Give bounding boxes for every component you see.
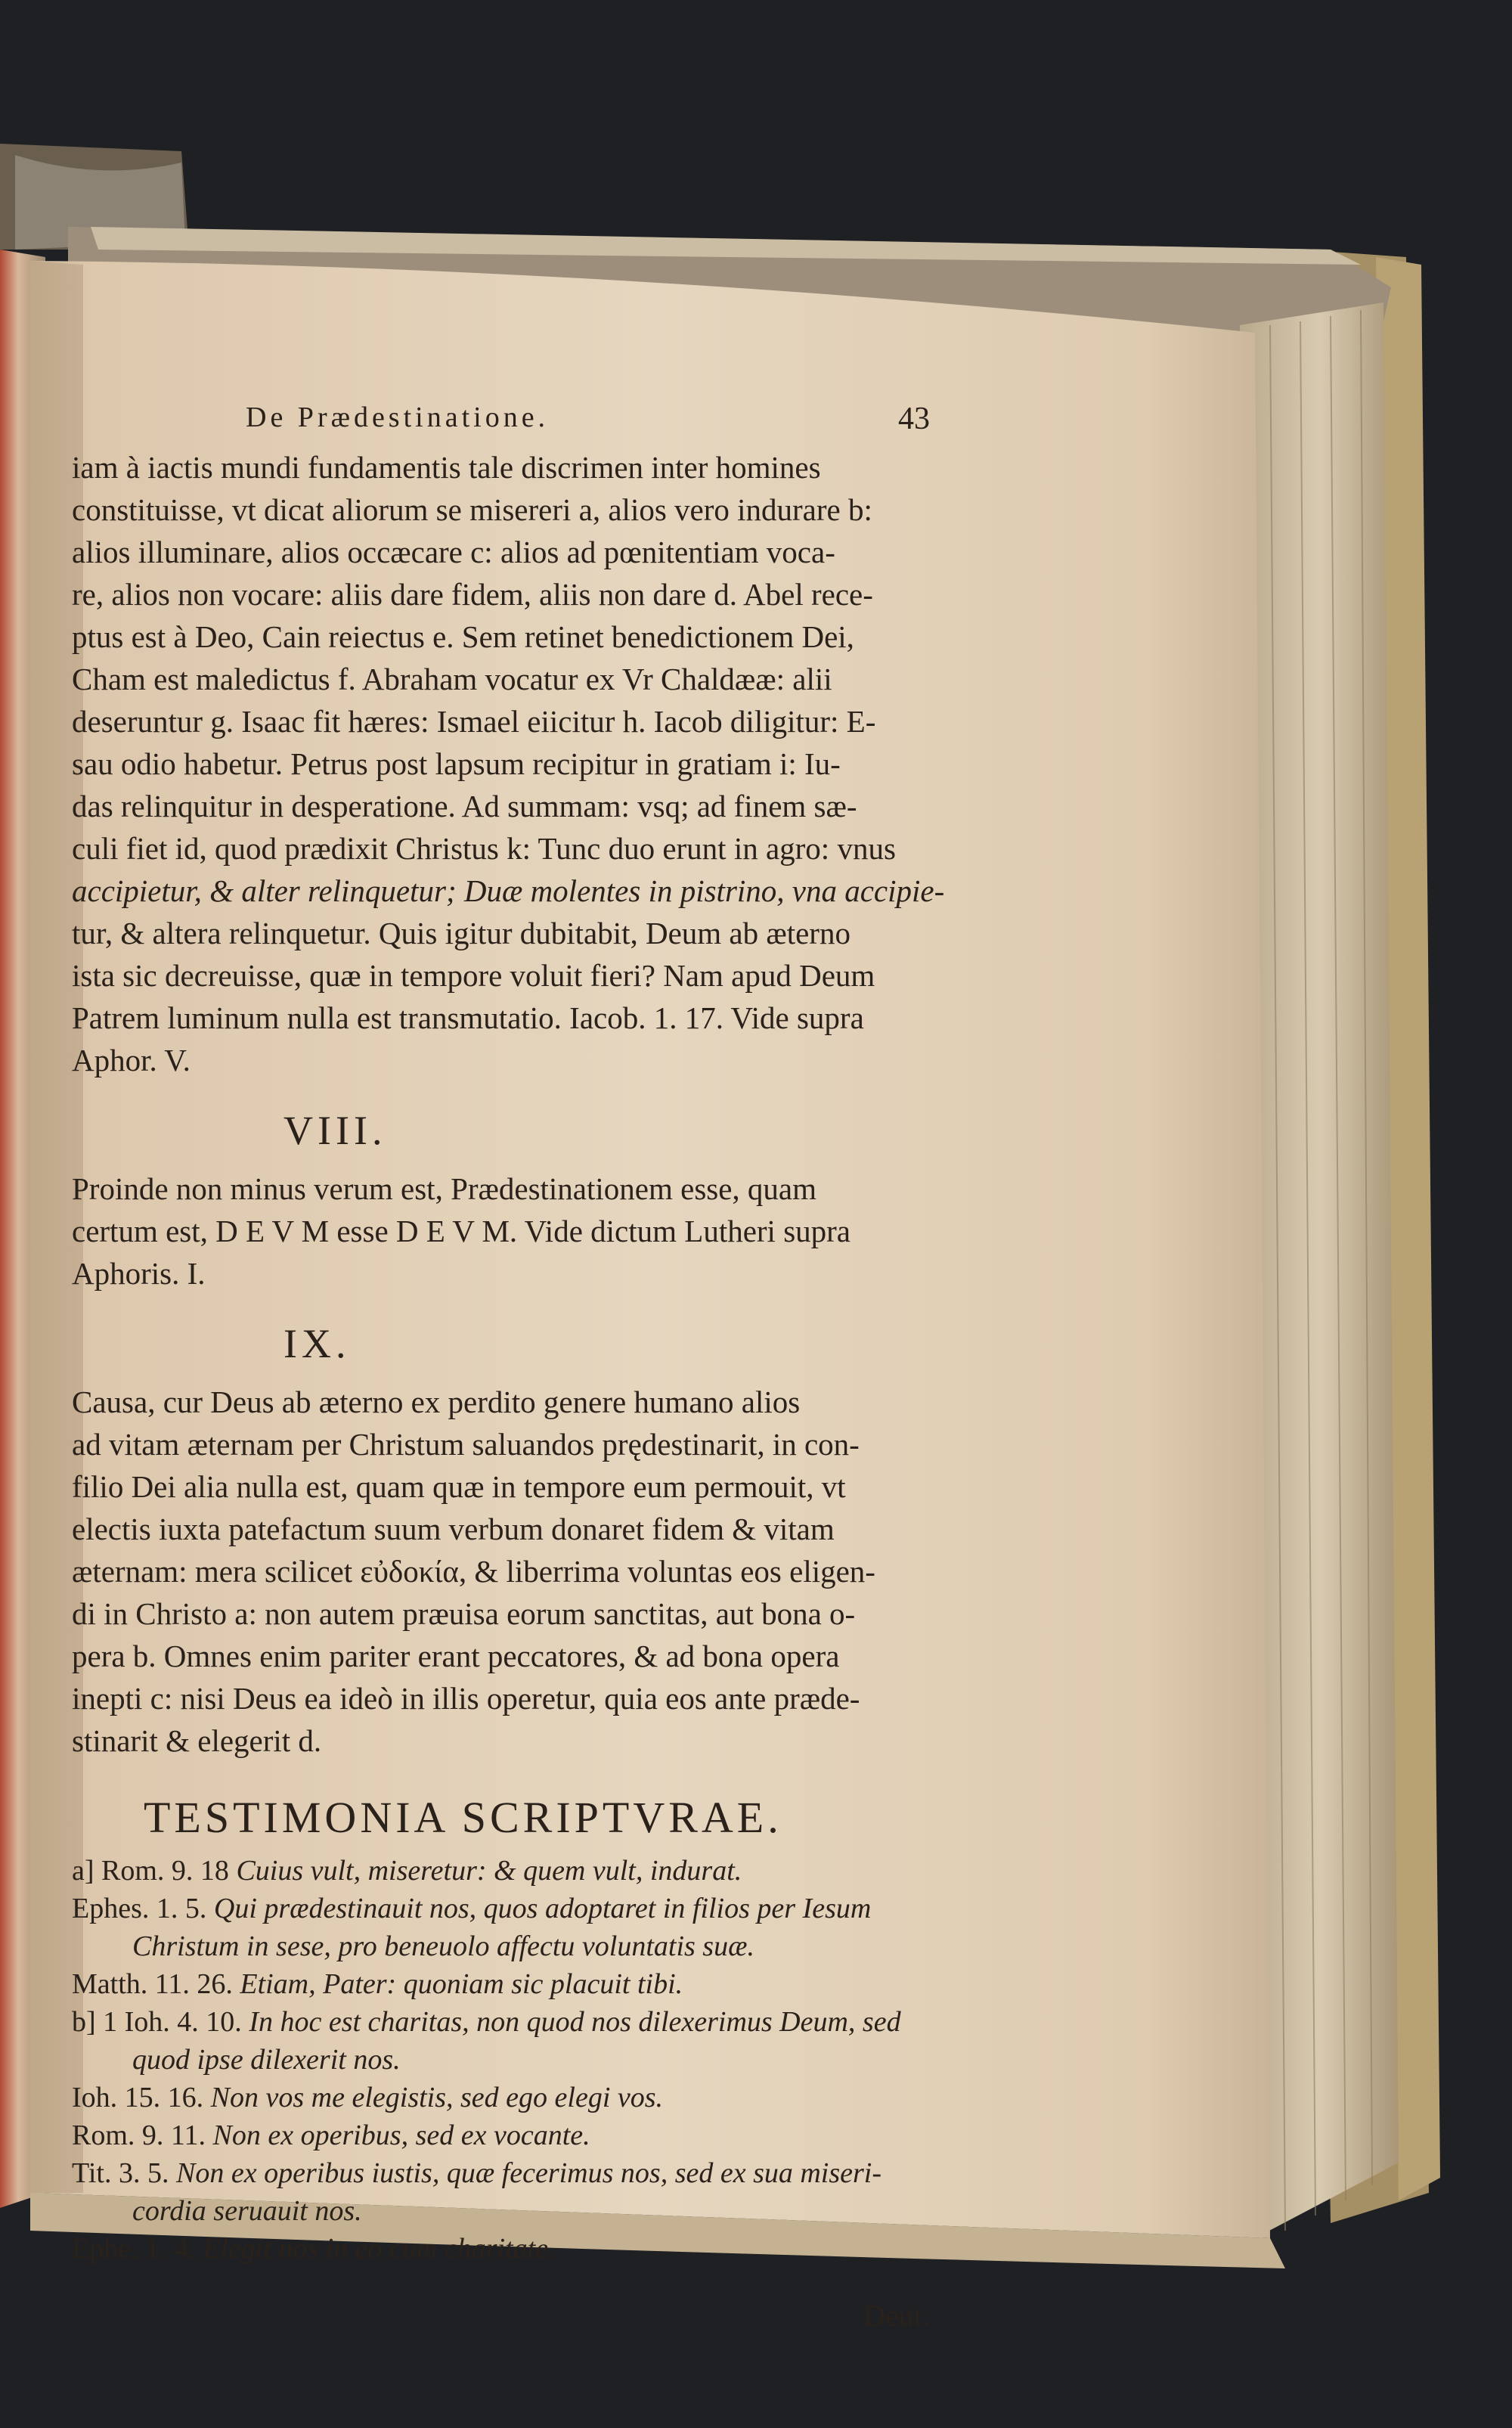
- running-title: De Prædestinatione.: [246, 402, 550, 433]
- citation-ref: Ephes. 1. 5.: [72, 1893, 207, 1924]
- text-line: ista sic decreuisse, quæ in tempore voluit fieri? Nam apud Deum: [72, 958, 875, 993]
- citation-ref: Matth. 11. 26.: [72, 1968, 233, 2000]
- text-line: certum est, D E V M esse D E V M. Vide dictum Lutheri supra: [72, 1214, 851, 1248]
- citation-text: Qui prædestinauit nos, quos adoptaret in filios per Iesum: [213, 1893, 872, 1924]
- text-line: deseruntur g. Isaac fit hæres: Ismael eiicitur h. Iacob diligitur: E-: [72, 704, 876, 739]
- citation-text: Non ex operibus, sed ex vocante.: [212, 2119, 590, 2151]
- text-line: stinarit & elegerit d.: [72, 1723, 322, 1758]
- citation-text: Non ex operibus iustis, quæ fecerimus nos, sed ex sua miseri-: [176, 2157, 882, 2189]
- section-heading-viii: VIII.: [284, 1108, 387, 1153]
- citation-text: Christum in sese, pro beneuolo affectu voluntatis suæ.: [132, 1930, 754, 1962]
- citation-text: quod ipse dilexerit nos.: [132, 2044, 401, 2076]
- citations: [72, 1852, 930, 2268]
- text-line: ad vitam æternam per Christum saluandos prędestinarit, in con-: [72, 1427, 860, 1462]
- text-line: Causa, cur Deus ab æterno ex perdito genere humano alios: [72, 1385, 801, 1419]
- citation-text: Cuius vult, miseretur: & quem vult, indurat.: [236, 1855, 742, 1887]
- text-line: electis iuxta patefactum suum verbum donaret fidem & vitam: [72, 1512, 835, 1546]
- text-line: Patrem luminum nulla est transmutatio. Iacob. 1. 17. Vide supra: [72, 1000, 864, 1035]
- testimonia-heading: TESTIMONIA SCRIPTVRAE.: [144, 1793, 782, 1842]
- text-line: constituisse, vt dicat aliorum se misereri a, alios vero indurare b:: [72, 492, 872, 527]
- text-line: tur, & altera relinquetur. Quis igitur dubitabit, Deum ab æterno: [72, 916, 850, 950]
- citation-text: In hoc est charitas, non quod nos dilexerimus Deum, sed: [249, 2006, 901, 2038]
- section-ix-text: [72, 1381, 930, 1762]
- citation-line: [72, 2003, 930, 2041]
- citation-text: Etiam, Pater: quoniam sic placuit tibi.: [240, 1968, 683, 2000]
- citation-line: [72, 1965, 930, 2003]
- text-line: alios illuminare, alios occæcare c: alios ad pœnitentiam voca-: [72, 535, 835, 569]
- text-line: Aphoris. I.: [72, 1256, 206, 1291]
- text-line: æternam: mera scilicet εὐδοκία, & liberrima voluntas eos eligen-: [72, 1554, 875, 1589]
- citation-line: [72, 2154, 930, 2192]
- citation-line: [72, 1927, 930, 1965]
- page-number: 43: [898, 402, 930, 436]
- text-line: pera b. Omnes enim pariter erant peccatores, & ad bona opera: [72, 1639, 840, 1673]
- citation-ref: Ioh. 15. 16.: [72, 2082, 204, 2113]
- page-content: [72, 401, 945, 2351]
- section-heading-ix: IX.: [284, 1321, 351, 1366]
- running-head: [246, 401, 930, 446]
- citation-line: [72, 1852, 930, 1890]
- text-line: culi fiet id, quod prædixit Christus k: Tunc duo erunt in agro: vnus: [72, 831, 896, 866]
- citation-text: Non vos me elegistis, sed ego elegi vos.: [210, 2082, 664, 2113]
- citation-line: [72, 2079, 930, 2116]
- paragraph-continued: [72, 446, 945, 1081]
- text-line: Proinde non minus verum est, Prædestinationem esse, quam: [72, 1171, 817, 1206]
- citation-ref: Ephe. 1. 4.: [72, 2233, 196, 2265]
- citation-text: cordia seruauit nos.: [132, 2195, 362, 2227]
- citation-ref: b] 1 Ioh. 4. 10.: [72, 2006, 242, 2038]
- text-line: sau odio habetur. Petrus post lapsum recipitur in gratiam i: Iu-: [72, 746, 841, 781]
- citation-line: [72, 2230, 930, 2268]
- text-line: re, alios non vocare: aliis dare fidem, aliis non dare d. Abel rece-: [72, 577, 873, 612]
- citation-line: [72, 2116, 930, 2154]
- text-line: accipietur, & alter relinquetur; Duæ molentes in pistrino, vna accipie-: [72, 873, 945, 908]
- text-line: iam à iactis mundi fundamentis tale discrimen inter homines: [72, 450, 821, 485]
- citation-ref: Tit. 3. 5.: [72, 2157, 169, 2189]
- text-line: das relinquitur in desperatione. Ad summam: vsq; ad finem sæ-: [72, 789, 857, 823]
- citation-text: Elegit nos in eo cum charitate.: [203, 2233, 556, 2265]
- text-line: filio Dei alia nulla est, quam quæ in tempore eum permouit, vt: [72, 1469, 846, 1504]
- text-line: inepti c: nisi Deus ea ideò in illis operetur, quia eos ante præde-: [72, 1681, 860, 1716]
- citation-line: [72, 2041, 930, 2079]
- text-line: ptus est à Deo, Cain reiectus e. Sem retinet benedictionem Dei,: [72, 619, 854, 654]
- citation-line: [72, 2192, 930, 2230]
- citation-ref: a] Rom. 9. 18: [72, 1855, 229, 1887]
- text-line: di in Christo a: non autem præuisa eorum sanctitas, aut bona o-: [72, 1596, 856, 1631]
- catchword: Deut.: [863, 2299, 930, 2333]
- section-viii-text: [72, 1167, 930, 1295]
- text-line: Cham est maledictus f. Abraham vocatur ex Vr Chaldææ: alii: [72, 662, 832, 696]
- citation-line: [72, 1890, 930, 1927]
- citation-ref: Rom. 9. 11.: [72, 2119, 206, 2151]
- text-line: Aphor. V.: [72, 1043, 191, 1078]
